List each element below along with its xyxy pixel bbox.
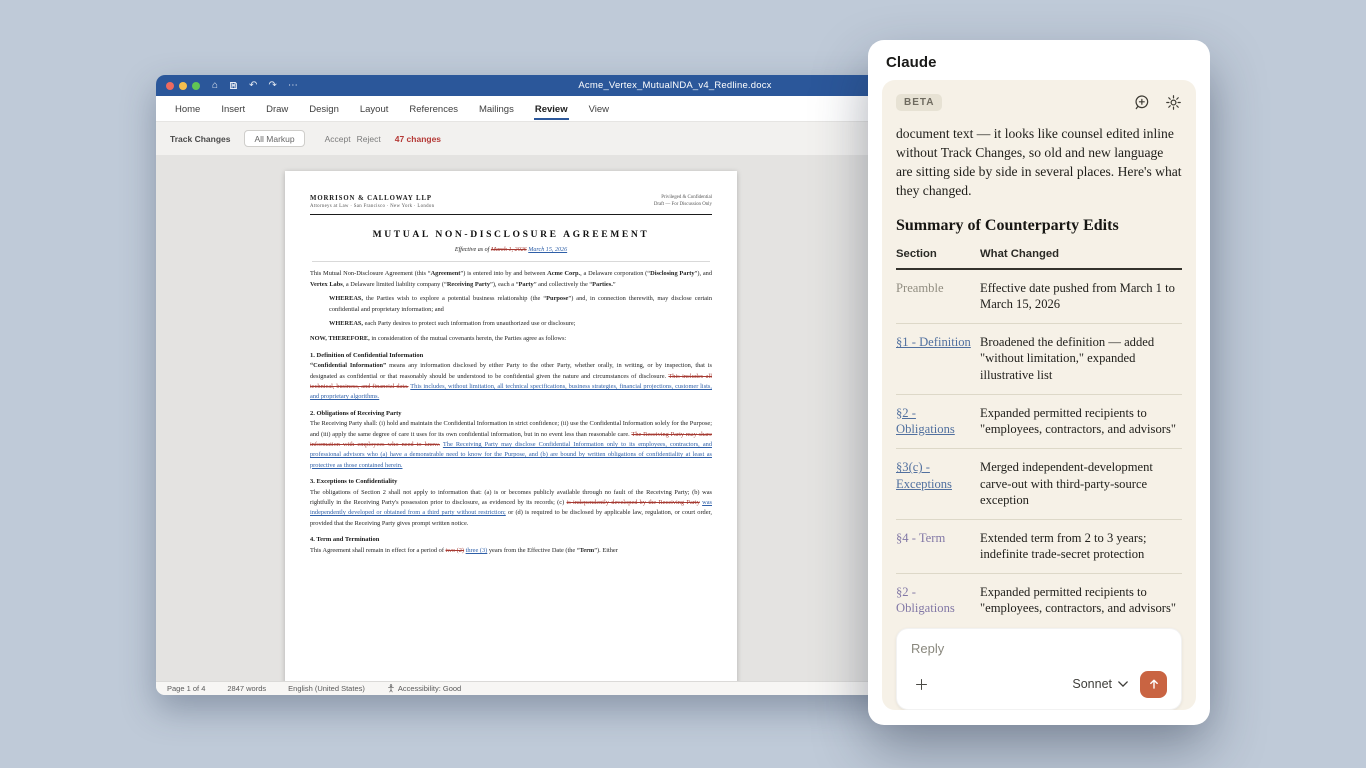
doc-text: 4. Term and Termination <box>310 536 380 544</box>
reply-input-box[interactable] <box>896 628 1182 710</box>
what-changed-cell: Effective date pushed from March 1 to March 15, 2026 <box>980 281 1175 312</box>
subheader-rule <box>312 261 710 262</box>
tab-design[interactable]: Design <box>309 103 339 115</box>
document-title: MUTUAL NON-DISCLOSURE AGREEMENT <box>372 229 650 241</box>
doc-text: ” and collectively the “ <box>533 280 593 288</box>
deleted-text[interactable]: The Receiving Party may share information with employees who need to know. <box>310 430 712 448</box>
deleted-text[interactable]: This includes all technical, business, and financial data. <box>310 372 712 390</box>
doc-text: ”), each a “ <box>490 280 519 288</box>
send-button[interactable] <box>1140 671 1167 698</box>
beta-badge: BETA <box>896 94 942 111</box>
settings-gear-icon[interactable] <box>1164 93 1182 111</box>
section-heading <box>310 536 712 543</box>
tab-layout[interactable]: Layout <box>359 103 389 115</box>
up-arrow-icon <box>1147 677 1161 691</box>
doc-text: , a Delaware limited liability company (“ <box>342 280 447 288</box>
language-status[interactable]: English (United States) <box>288 684 365 693</box>
redo-icon[interactable]: ↷ <box>268 79 277 91</box>
more-icon[interactable]: ⋯ <box>287 79 298 91</box>
tab-home[interactable]: Home <box>175 103 201 115</box>
firm-name: MORRISON & CALLOWAY LLP <box>310 194 432 202</box>
tab-view[interactable]: View <box>588 103 610 115</box>
firm-subtitle: Attorneys at Law · San Francisco · New York · London <box>310 203 435 209</box>
tab-insert[interactable]: Insert <box>221 103 246 115</box>
doc-text: Disclosing Party <box>650 270 695 278</box>
doc-text: Parties. <box>592 280 613 288</box>
tab-references[interactable]: References <box>409 103 458 115</box>
doc-text: This Mutual Non-Disclosure Agreement (this “ <box>310 270 431 278</box>
undo-icon[interactable]: ↶ <box>249 79 258 91</box>
what-changed-cell: Broadened the definition — added "without limitation," expanded illustrative list <box>980 335 1155 382</box>
deleted-effective-date: March 1, 2026 <box>490 247 527 254</box>
doc-text: years from the Effective Date (the “ <box>487 546 580 554</box>
table-row <box>896 574 1182 628</box>
doc-paragraph <box>310 269 712 290</box>
reject-button[interactable]: Reject <box>356 133 381 144</box>
chevron-down-icon <box>1118 681 1128 687</box>
track-changes-label: Track Changes <box>170 133 231 144</box>
doc-text: 1. Definition of Confidential Information <box>310 351 424 359</box>
doc-text: or (d) is required to be disclosed by applicable law, regulation, or court order, provided that the Receiving Party gives prompt written notice. <box>310 509 712 527</box>
tab-draw[interactable]: Draw <box>266 103 289 115</box>
doc-text: , a Delaware corporation (“ <box>580 270 651 278</box>
doc-text: Receiving Party <box>446 280 490 288</box>
doc-paragraph <box>329 319 712 329</box>
doc-text: each Party desires to protect such information from unauthorized use or disclosure; <box>363 320 576 328</box>
column-header-what-changed: What Changed <box>980 248 1060 261</box>
doc-text: The obligations of Section 2 shall not apply to information that: (a) is or becomes publicly available through no fault of the Receiving Party; (b) was rightfully in the Receiving Party's possession prior to disclosure, as evidenced by its records; (c) <box>310 488 712 507</box>
new-chat-icon[interactable] <box>1132 93 1150 111</box>
doc-text: Term <box>579 546 595 554</box>
section-link[interactable]: §2 - Obligations <box>896 584 955 616</box>
accessibility-status[interactable]: Accessibility: Good <box>387 684 461 693</box>
summary-table <box>896 238 1182 628</box>
doc-text: The Receiving Party shall: (i) hold and maintain the Confidential Information in strict confidence; (ii) use the Confidential Information solely for the Purpose; and (iii) apply the same degree of care it uses for its own confidential information, but in no event less than reasonable care. <box>310 420 712 438</box>
deleted-text[interactable]: two (2) <box>445 546 465 554</box>
tab-mailings[interactable]: Mailings <box>478 103 514 115</box>
section-link[interactable]: §2 - Obligations <box>896 405 955 437</box>
doc-text: 3. Exceptions to Confidentiality <box>310 478 398 486</box>
doc-text: ”), and <box>694 270 712 278</box>
accept-button[interactable]: Accept <box>324 133 351 144</box>
section-heading <box>310 410 712 417</box>
doc-paragraph <box>310 546 712 556</box>
doc-paragraph <box>310 334 712 344</box>
inserted-text[interactable]: three (3) <box>465 546 488 554</box>
reply-placeholder[interactable]: Reply <box>911 640 945 656</box>
doc-paragraph <box>310 419 712 470</box>
what-changed-cell: Extended term from 2 to 3 years; indefinite trade-secret protection <box>980 530 1147 561</box>
section-link[interactable]: §3(c) - Exceptions <box>896 460 952 491</box>
what-changed-cell: Merged independent-development carve-out with third-party-source exception <box>980 460 1153 507</box>
header-rule <box>310 214 712 216</box>
doc-text: in consideration of the mutual covenants herein, the Parties agree as follows: <box>369 335 567 343</box>
doc-text: Purpose <box>546 295 569 303</box>
doc-text: Acme Corp. <box>547 270 581 278</box>
doc-text: ”) is entered into by and between <box>460 270 548 278</box>
table-row <box>896 324 1182 394</box>
confidential-line2: Draft — For Discussion Only <box>653 202 712 208</box>
markup-dropdown[interactable]: All Markup <box>244 130 304 147</box>
confidential-line1: Privileged & Confidential <box>661 195 712 200</box>
deleted-text[interactable]: is independently developed by the Receiving Party <box>566 499 700 507</box>
accessibility-icon <box>387 684 395 693</box>
doc-paragraph <box>329 294 712 315</box>
claude-chat-card <box>882 80 1196 710</box>
doc-text: WHEREAS, <box>329 320 364 328</box>
claude-sidebar-panel <box>868 40 1210 725</box>
doc-text: NOW, THEREFORE, <box>310 335 370 343</box>
model-selector[interactable]: Sonnet <box>1072 677 1128 691</box>
doc-text: This Agreement shall remain in effect for a period of <box>310 546 446 554</box>
inserted-text[interactable]: This includes, without limitation, all technical specifications, business strategies, financial projections, customer lists, and proprietary algorithms. <box>310 382 712 401</box>
word-count[interactable]: 2847 words <box>227 684 267 693</box>
effective-date-line: Effective as of March 1, 2026 March 15, 2026 <box>454 247 568 254</box>
document-filename: Acme_Vertex_MutualNDA_v4_Redline.docx <box>578 80 772 91</box>
doc-text: WHEREAS, <box>329 295 364 303</box>
doc-text: ”). Either <box>594 546 618 554</box>
claude-panel-title: Claude <box>886 54 937 71</box>
doc-text: Agreement <box>430 270 461 278</box>
doc-text: the Parties wish to explore a potential business relationship (the “ <box>363 295 547 303</box>
doc-text: Vertex Labs <box>310 280 343 288</box>
section-heading <box>310 352 712 359</box>
summary-heading: Summary of Counterparty Edits <box>896 217 1119 235</box>
table-row <box>896 395 1182 450</box>
document-page[interactable] <box>285 171 737 681</box>
document-body <box>310 269 712 556</box>
doc-text: means any information disclosed by either Party to the other Party, whether orally, in writing, or by inspection, that is designated as confidential or that reasonably should be understood to be confidential given the nature and circumstances of disclosure. <box>310 362 712 380</box>
doc-text: ”) and, in connection therewith, may disclose certain confidential and proprietary information; and <box>329 295 712 313</box>
table-row <box>896 449 1182 519</box>
home-icon[interactable]: ⌂ <box>212 79 219 91</box>
section-link[interactable]: §1 - Definition <box>896 335 971 350</box>
table-row <box>896 270 1182 324</box>
doc-paragraph <box>310 361 712 402</box>
what-changed-cell: Expanded permitted recipients to "employees, contractors, and advisors" <box>980 405 1176 436</box>
changes-count[interactable]: 47 changes <box>394 133 442 144</box>
table-row <box>896 520 1182 574</box>
what-changed-cell: Expanded permitted recipients to "employees, contractors, and advisors" <box>980 584 1176 616</box>
assistant-message-text: document text — it looks like counsel edited inline without Track Changes, so old and new language are sitting side by side in several places. Here's what they changed. <box>896 126 1182 199</box>
page-count[interactable]: Page 1 of 4 <box>167 684 206 693</box>
doc-text: Party <box>518 280 534 288</box>
column-header-section: Section <box>896 248 937 261</box>
doc-paragraph <box>310 488 712 529</box>
doc-text: ” <box>612 280 616 288</box>
inserted-effective-date: March 15, 2026 <box>528 247 568 254</box>
plus-icon[interactable] <box>911 674 931 694</box>
inserted-text[interactable]: The Receiving Party may disclose Confidential Information only to its employees, contractors, and professional advisors who (a) have a demonstrable need to know for the Purpose, and (b) are bound by written obligations of confidentiality at least as protective as those contained herein. <box>310 441 712 469</box>
tab-review[interactable]: Review <box>534 98 569 120</box>
doc-text: 2. Obligations of Receiving Party <box>310 409 402 417</box>
section-heading <box>310 478 712 485</box>
section-link[interactable]: §4 - Term <box>896 530 946 545</box>
inserted-text[interactable]: was independently developed or obtained from a third party without restriction; <box>310 499 712 517</box>
section-label: Preamble <box>896 281 944 296</box>
doc-text: “Confidential Information” <box>310 362 387 370</box>
